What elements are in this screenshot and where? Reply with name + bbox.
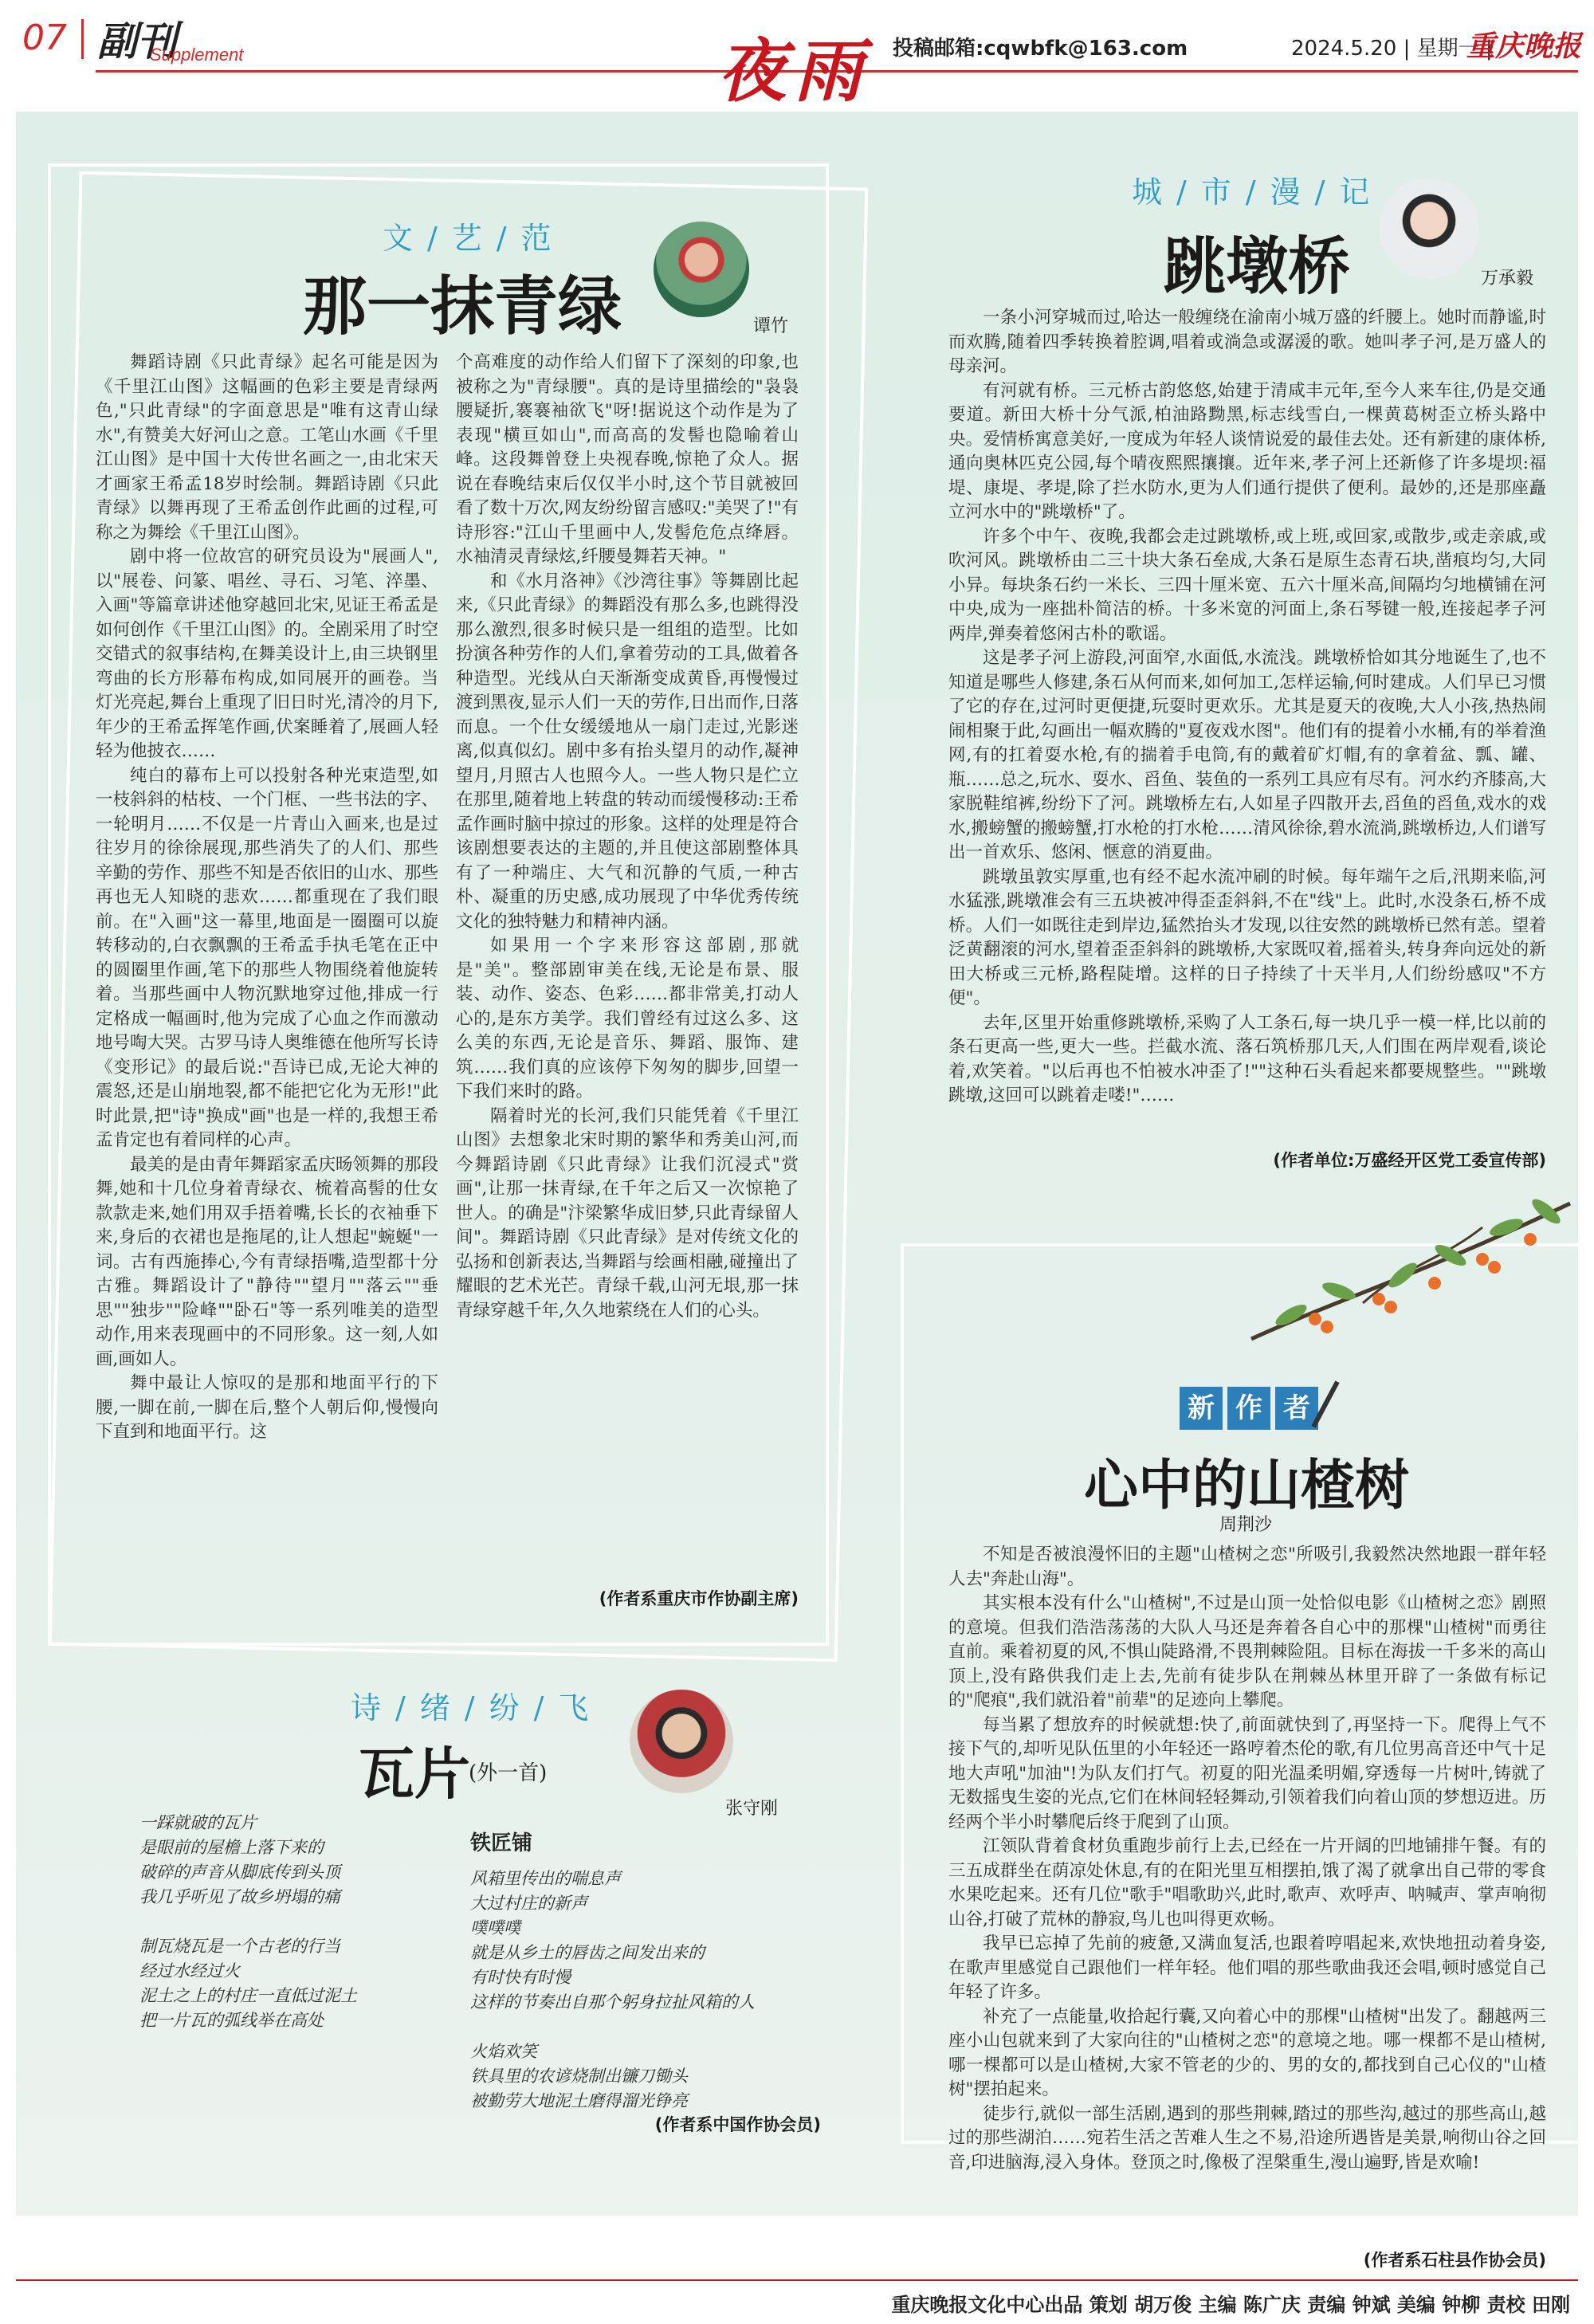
poem-line: 噗噗噗 — [470, 1918, 520, 1937]
poem-stanza — [470, 1867, 821, 2015]
poem-line: 被勤劳大地泥土磨得溜光铮亮 — [470, 2091, 688, 2110]
poem-stanza — [470, 2039, 821, 2114]
poem-line: 有时快有时慢 — [470, 1968, 571, 1987]
submission-email: 投稿邮箱:cqwbfk@163.com — [893, 37, 1188, 61]
editorial-credits: 重庆晚报文化中心出品 策划 胡万俊 主编 陈广庆 责编 钟斌 美编 钟柳 责校 田刚 — [891, 2294, 1570, 2316]
paragraph: 如果用一个字来形容这部剧,那就是"美"。整部剧审美在线,无论是布景、服装、动作、姿态、色彩……都非常美,打动人心的,是东方美学。我们曾经有过这么多、这么美的东西,无论是音乐、舞蹈、服饰、建筑……我们真的应该停下匆匆的脚步,回望一下我们来时的路。 — [456, 936, 799, 1101]
section-name: 副刊 — [97, 18, 177, 65]
poem-stanza — [139, 1934, 490, 2033]
poem-line: 把一片瓦的弧线举在高处 — [139, 2011, 324, 2030]
paragraph: 隔着时光的长河,我们只能凭着《千里江山图》去想象北宋时期的繁华和秀美山河,而今舞蹈诗剧《只此青绿》让我们沉浸式"赏画",让那一抹青绿,在千年之后又一次惊艳了世人。的确是"汴梁繁华成旧梦,只此青绿留人间"。舞蹈诗剧《只此青绿》是对传统文化的弘扬和创新表达,当舞蹈与绘画相融,碰撞出了耀眼的艺术光芒。青绿千载,山河无垠,那一抹青绿穿越千年,久久地萦绕在人们的心头。 — [456, 1105, 799, 1321]
article4-author: 周荆沙 — [1219, 1515, 1273, 1535]
paragraph: 一条小河穿城而过,哈达一般缠绕在渝南小城万盛的纤腰上。她时而静谧,时而欢腾,随着四季转换着腔调,唱着或淌急或潺湲的歌。她叫孝子河,是万盛人的母亲河。 — [948, 308, 1546, 376]
poem-line: 就是从乡土的唇齿之间发出来的 — [470, 1943, 705, 1962]
berry-branch-illustration — [1243, 1180, 1578, 1355]
paragraph: 舞中最让人惊叹的是那和地面平行的下腰,一脚在前,一脚在后,整个人朝后仰,慢慢向下直到和地面平行。这 — [96, 1373, 438, 1442]
paragraph: 纯白的幕布上可以投射各种光束造型,如一枝斜斜的枯枝、一个门框、一些书法的字、一轮明月……不仅是一片青山入画来,也是过往岁月的徐徐展现,那些消失了的人们、那些辛勤的劳作、那些不知是否依旧的山水、那些再也无人知晓的悲欢……都重现在了我们眼前。在"入画"这一幕里,地面是一圈圈可以旋转移动的,白衣飘飘的王希孟手执毛笔在正中的圆圈里作画,笔下的那些人物围绕着他旋转着。当那些画中人物沉默地穿过他,排成一行定格成一幅画时,他为完成了心血之作而激动地号啕大哭。古罗马诗人奥维德在他所写长诗《变形记》的最后说:"吾诗已成,无论大神的震怒,还是山崩地裂,都不能把它化为无形!"此时此景,把"诗"换成"画"也是一样的,我想王希孟肯定也有着同样的心声。 — [96, 765, 439, 1150]
page-number: 07 — [22, 18, 67, 58]
poem-line: 火焰欢笑 — [470, 2042, 537, 2061]
poem2-title: 铁匠铺 — [470, 1831, 533, 1855]
author-photo-wanchengyi — [1379, 179, 1479, 279]
newspaper-logo: 重庆晚报 — [1466, 29, 1582, 63]
header-divider — [81, 19, 84, 59]
poem-line: 我几乎听见了故乡坍塌的痛 — [139, 1887, 340, 1906]
paragraph: 和《水月洛神》《沙湾往事》等舞剧比起来,《只此青绿》的舞蹈没有那么多,也跳得没那么激烈,很多时候只是一组组的造型。比如扮演各种劳作的人们,拿着劳动的工具,做着各种造型。光线从白天渐渐变成黄昏,再慢慢过渡到黑夜,显示人们一天的劳作,日出而作,日落而息。一个仕女缓缓地从一扇门走过,光影迷离,似真似幻。剧中多有抬头望月的动作,凝神望月,月照古人也照今人。一些人物只是伫立在那里,随着地上转盘的转动而缓慢移动:王希孟作画时脑中掠过的形象。这样的处理是符合该剧想要表达的主题的,并且使这部剧整体具有了一种端庄、大气和沉静的气质,一种古朴、凝重的历史感,成功展现了中华优秀传统文化的独特魅力和精神内涵。 — [456, 571, 799, 932]
author-photo-zhangshougang — [630, 1690, 733, 1793]
poem-line: 大过村庄的新声 — [470, 1894, 587, 1913]
article3-kicker: 诗/绪/纷/飞 — [351, 1690, 603, 1725]
article1-column-1 — [96, 351, 438, 1445]
article1-column-2 — [456, 351, 799, 1323]
article4-title: 心中的山楂树 — [1084, 1454, 1410, 1517]
poem-line: 经过水经过火 — [139, 1961, 240, 1981]
paragraph: 有河就有桥。三元桥古韵悠悠,始建于清咸丰元年,至今人来车往,仍是交通要道。新田大桥十分气派,柏油路黝黑,标志线雪白,一棵黄葛树歪立桥头路中央。爱情桥寓意美好,一度成为年轻人谈情说爱的最佳去处。还有新建的康体桥,通向奥林匹克公园,每个晴夜熙熙攘攘。近年来,孝子河上还新修了许多堤坝:福堤、康堤、孝堤,除了拦水防水,更为人们通行提供了便利。最妙的,还是那座矗立河水中的"跳墩桥"了。 — [948, 380, 1546, 522]
issue-date: 2024.5.20 | 星期一 | — [1291, 37, 1493, 61]
paragraph: 补充了一点能量,收拾起行囊,又向着心中的那棵"山楂树"出发了。翻越两三座小山包就来到了大家向往的"山楂树之恋"的意境之地。哪一棵都不是山楂树,哪一棵都可以是山楂树,大家不管老的少的、男的女的,都找到自己心仪的"山楂树"摆拍起来。 — [948, 2006, 1546, 2099]
paragraph: 每当累了想放弃的时候就想:快了,前面就快到了,再坚持一下。爬得上气不接下气的,却听见队伍里的小年轻还一路哼着杰伦的歌,有几位男高音还中气十足地大声吼"加油"!为队友们打气。初夏的阳光温柔明媚,穿透每一片树叶,铸就了无数摇曳生姿的光点,它们在林间轻轻舞动,引领着我们向着山顶的梦想迈进。历经两个半小时攀爬后终于爬到了山顶。 — [948, 1714, 1546, 1832]
article2-kicker: 城/市/漫/记 — [1132, 175, 1384, 210]
page-footer — [0, 2279, 1594, 2324]
paragraph: 不知是否被浪漫怀旧的主题"山楂树之恋"所吸引,我毅然决然地跟一群年轻人去"奔赴山海"。 — [948, 1545, 1546, 1589]
badge-char: 者 — [1275, 1387, 1318, 1430]
article1-author-note: (作者系重庆市作协副主席) — [599, 1589, 799, 1608]
poem-line: 是眼前的屋檐上落下来的 — [139, 1838, 324, 1857]
paragraph: 徒步行,就似一部生活剧,遇到的那些荆棘,踏过的那些沟,越过的那些高山,越过的那些湖泊……宛若生活之苦难人生之不易,沿途所遇皆是美景,响彻山谷之回音,印进脑海,浸入身体。登顶之时,像极了涅槃重生,漫山遍野,皆是欢喻! — [948, 2103, 1546, 2173]
poem-line: 风箱里传出的喘息声 — [470, 1869, 621, 1888]
paragraph: 我早已忘掉了先前的疲惫,又满血复活,也跟着哼唱起来,欢快地扭动着身姿,在歌声里感觉自己跟他们一样年轻。他们唱的那些歌曲我还会唱,顿时感觉自己年轻了许多。 — [948, 1933, 1546, 2002]
poem-wapian — [139, 1811, 490, 2058]
paragraph: 江领队背着食材负重跑步前行上去,已经在一片开阔的凹地铺排午餐。有的三五成群坐在荫凉处休息,有的在阳光里互相摆拍,饿了渴了就拿出自己带的零食水果吃起来。还有几位"歌手"唱歌助兴,此时,歌声、欢呼声、呐喊声、掌声响彻山谷,打破了荒林的静寂,鸟儿也叫得更欢畅。 — [948, 1836, 1546, 1929]
page-brand-title: 夜雨 — [717, 31, 870, 112]
poem-line: 破碎的声音从脚底传到头顶 — [139, 1863, 340, 1882]
poem-line: 这样的节奏出自那个躬身拉扯风箱的人 — [470, 1992, 755, 2012]
article4-body — [948, 1543, 1546, 2175]
paragraph: 这是孝子河上游段,河面窄,水面低,水流浅。跳墩桥恰如其分地诞生了,也不知道是哪些人修建,条石从何而来,如何加工,怎样运输,何时建成。人们早已习惯了它的存在,过河时更便捷,玩耍时更欢乐。尤其是夏天的夜晚,大人小孩,热热闹闹相聚于此,勾画出一幅欢腾的"夏夜戏水图"。他们有的提着小水桶,有的举着渔网,有的扛着耍水枪,有的揣着手电筒,有的戴着矿灯帽,有的拿着盆、瓢、罐、瓶……总之,玩水、耍水、舀鱼、装鱼的一系列工具应有尽有。河水约齐膝高,大家脱鞋绾裤,纷纷下了河。跳墩桥左右,人如星子四散开去,舀鱼的舀鱼,戏水的戏水,搬螃蟹的搬螃蟹,打水枪的打水枪……清风徐徐,碧水流淌,跳墩桥边,人们谱写出一首欢乐、悠闲、惬意的消夏曲。 — [948, 648, 1546, 862]
new-writer-badge — [1180, 1387, 1318, 1430]
article4-author-note: (作者系石柱县作协会员) — [1363, 2251, 1546, 2270]
article3-subtitle: (外一首) — [469, 1761, 548, 1785]
article3-author: 张守刚 — [725, 1799, 779, 1819]
paragraph: 个高难度的动作给人们留下了深刻的印象,也被称之为"青绿腰"。真的是诗里描绘的"袅袅腰疑折,褰褰袖欲飞"呀!据说这个动作是为了表现"横亘如山",而高高的发髻也隐喻着山峰。这段舞曾登上央视春晚,惊艳了众人。据说在春晚结束后仅仅半小时,这个节目就被回看了数十万次,网友纷纷留言感叹:"美哭了!"有诗形容:"江山千里画中人,发髻危危点绛唇。水袖清灵青绿炫,纤腰曼舞若天神。" — [456, 352, 799, 567]
poem-stanza — [139, 1811, 490, 1910]
article2-title: 跳墩桥 — [1164, 230, 1351, 303]
poem-line: 泥土之上的村庄一直低过泥土 — [139, 1986, 357, 2005]
poem-tiejiangpu — [470, 1867, 821, 2138]
article1-kicker: 文/艺/范 — [383, 221, 566, 256]
badge-char: 作 — [1227, 1387, 1270, 1430]
article2-author-note: (作者单位:万盛经开区党工委宣传部) — [1273, 1151, 1546, 1170]
article1-title: 那一抹青绿 — [303, 269, 622, 343]
article3-title: 瓦片 — [359, 1741, 470, 1807]
paragraph: 其实根本没有什么"山楂树",不过是山顶一处恰似电影《山楂树之恋》剧照的意境。但我们浩浩荡荡的大队人马还是奔着各自心中的那棵"山楂树"而勇往直前。乘着初夏的风,不惧山陡路滑,不畏荆棘险阻。目标在海拔一千多米的高山顶上,没有路供我们走上去,先前有徒步队在荆棘丛林里开辟了一条做有标记的"爬痕",我们就沿着"前辈"的足迹向上攀爬。 — [948, 1593, 1546, 1710]
author-photo-tanzhu — [654, 222, 749, 317]
page-header — [0, 0, 1594, 112]
paragraph: 许多个中午、夜晚,我都会走过跳墩桥,或上班,或回家,或散步,或走亲戚,或吹河风。跳墩桥由二三十块大条石垒成,大条石是原生态青石块,凿痕均匀,大同小异。每块条石约一米长、三四十厘米宽、五六十厘米高,间隔均匀地横铺在河中央,成为一座拙朴简洁的桥。十多米宽的河面上,条石琴键一般,连接起孝子河两岸,弹奏着悠闲古朴的歌谣。 — [948, 526, 1546, 644]
article2-author: 万承毅 — [1481, 269, 1534, 289]
paragraph: 舞蹈诗剧《只此青绿》起名可能是因为《千里江山图》这幅画的色彩主要是青绿两色,"只此青绿"的字面意思是"唯有这青山绿水",有赞美大好河山之意。工笔山水画《千里江山图》是中国十大传世名画之一,由北宋天才画家王希孟18岁时绘制。舞蹈诗剧《只此青绿》以舞再现了王希孟创作此画的过程,可称之为舞绘《千里江山图》。 — [96, 352, 438, 543]
article1-author: 谭竹 — [753, 316, 789, 336]
paragraph: 最美的是由青年舞蹈家孟庆旸领舞的那段舞,她和十几位身着青绿衣、梳着高髻的仕女款款走来,她们用双手捂着嘴,长长的衣袖垂下来,身后的衣裙也是拖尾的,让人想起"蜿蜒"一词。古有西施捧心,今有青绿捂嘴,造型都十分古雅。舞蹈设计了"静待""望月""落云""垂思""独步""险峰""卧石"等一系列唯美的造型动作,用来表现画中的不同形象。这一刻,人如画,画如人。 — [96, 1154, 439, 1369]
footer-rule — [16, 2279, 1578, 2281]
paragraph: 跳墩虽敦实厚重,也有经不起水流冲刷的时候。每年端午之后,汛期来临,河水猛涨,跳墩准会有三五块被冲得歪歪斜斜,不在"线"上。此时,水没条石,桥不成桥。人们一如既往走到岸边,猛然抬头才发现,以往安然的跳墩桥已然有恙。望着泛黄翻滚的河水,望着歪歪斜斜的跳墩桥,大家既叹着,摇着头,转身奔向远处的新田大桥或三元桥,路程陡增。这样的日子持续了十天半月,人们纷纷感叹"不方便"。 — [948, 866, 1546, 1008]
article2-body — [948, 306, 1546, 1109]
badge-char: 新 — [1180, 1387, 1223, 1430]
poem-line: 制瓦烧瓦是一个古老的行当 — [139, 1937, 340, 1956]
article3-author-note: (作者系中国作协会员) — [654, 2115, 821, 2134]
poem-line: 一踩就破的瓦片 — [139, 1813, 257, 1832]
poem-line: 铁具里的农谚烧制出镰刀锄头 — [470, 2067, 688, 2086]
section-name-en: Supplement — [150, 45, 244, 65]
paragraph: 剧中将一位故宫的研究员设为"展画人",以"展卷、问篆、唱丝、寻石、习笔、淬墨、入画"等篇章讲述他穿越回北宋,见证王希孟是如何创作《千里江山图》的。全剧采用了时空交错式的叙事结构,在舞美设计上,由三块钢里弯曲的长方形幕布构成,如同展开的画卷。当灯光亮起,舞台上重现了旧日时光,清冷的月下,年少的王希孟挥笔作画,伏案睡着了,展画人轻轻为他披衣…… — [96, 547, 439, 761]
paragraph: 去年,区里开始重修跳墩桥,采购了人工条石,每一块几乎一模一样,比以前的条石更高一些,更大一些。拦截水流、落石筑桥那几天,人们围在两岸观看,谈论着,欢笑着。"以后再也不怕被水冲歪了!""这种石头看起来都要规整些。""跳墩跳墩,这回可以跳着走喽!"…… — [948, 1012, 1546, 1105]
